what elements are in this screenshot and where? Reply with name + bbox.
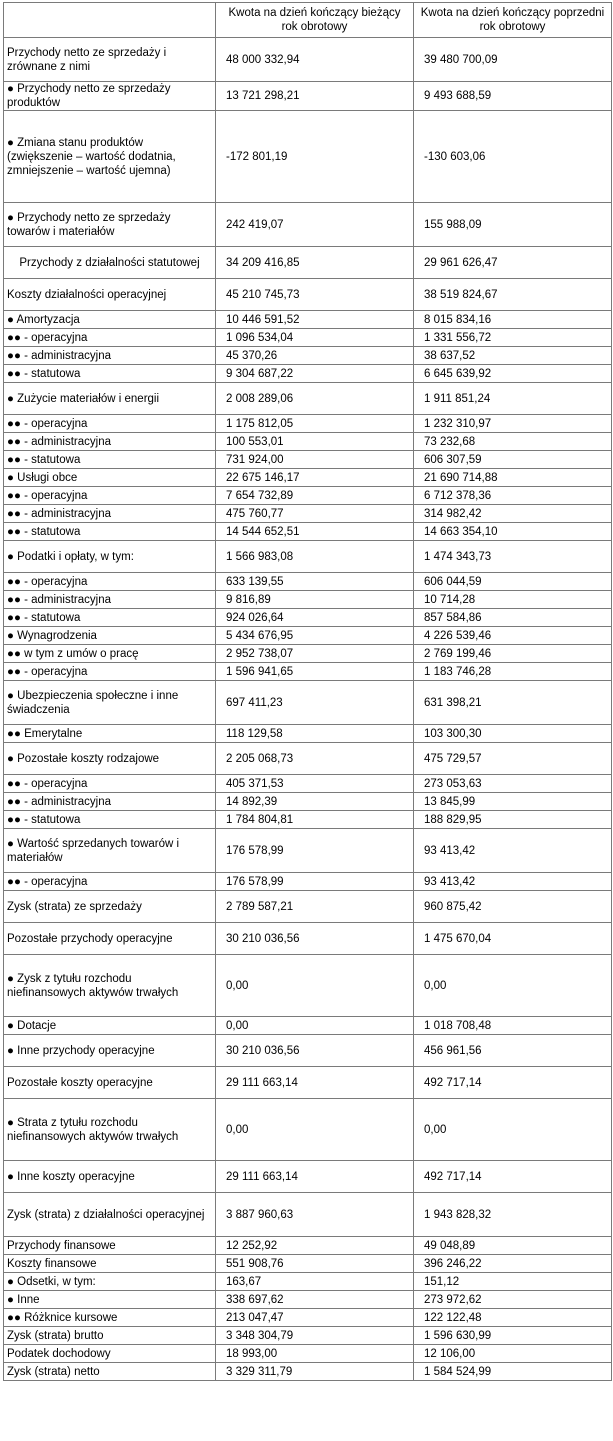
row-value-previous: 6 712 378,36 [414,487,612,505]
row-value-previous: 1 018 708,48 [414,1017,612,1035]
row-value-current: -172 801,19 [216,111,414,203]
row-value-previous: 1 474 343,73 [414,541,612,573]
table-row [4,627,612,645]
table-row [4,38,612,82]
row-value-previous: 38 637,52 [414,347,612,365]
row-label: ●● - statutowa [4,609,216,627]
table-row [4,775,612,793]
row-value-previous: 396 246,22 [414,1255,612,1273]
table-row [4,1237,612,1255]
row-value-current: 731 924,00 [216,451,414,469]
row-label: ●● - statutowa [4,451,216,469]
row-value-previous: 314 982,42 [414,505,612,523]
table-row [4,203,612,247]
row-label: ● Strata z tytułu rozchodu niefinansowych aktywów trwałych [4,1099,216,1161]
table-row [4,591,612,609]
row-label: ● Inne przychody operacyjne [4,1035,216,1067]
row-label: ● Przychody netto ze sprzedaży produktów [4,82,216,111]
row-value-previous: 73 232,68 [414,433,612,451]
row-label: ●● Różknice kursowe [4,1309,216,1327]
table-row [4,681,612,725]
row-label: Podatek dochodowy [4,1345,216,1363]
header-blank [4,3,216,38]
row-value-previous: 273 972,62 [414,1291,612,1309]
row-value-previous: 8 015 834,16 [414,311,612,329]
row-value-previous: 9 493 688,59 [414,82,612,111]
row-label: ● Inne koszty operacyjne [4,1161,216,1193]
row-value-previous: 21 690 714,88 [414,469,612,487]
table-body [4,38,612,1381]
row-value-current: 45 210 745,73 [216,279,414,311]
header-row [4,3,612,38]
table-row [4,873,612,891]
row-value-previous: 631 398,21 [414,681,612,725]
row-label: Zysk (strata) z działalności operacyjnej [4,1193,216,1237]
table-row [4,1345,612,1363]
table-row [4,1291,612,1309]
row-value-current: 14 892,39 [216,793,414,811]
row-value-current: 0,00 [216,1099,414,1161]
row-value-previous: 49 048,89 [414,1237,612,1255]
row-value-previous: 960 875,42 [414,891,612,923]
row-value-previous: 492 717,14 [414,1161,612,1193]
row-value-previous: 606 044,59 [414,573,612,591]
row-value-current: 2 952 738,07 [216,645,414,663]
row-label: ● Wynagrodzenia [4,627,216,645]
row-label: Pozostałe koszty operacyjne [4,1067,216,1099]
table-row [4,1255,612,1273]
row-value-current: 18 993,00 [216,1345,414,1363]
row-label: ●● - administracyjna [4,347,216,365]
row-label: ●● Emerytalne [4,725,216,743]
row-value-previous: 1 232 310,97 [414,415,612,433]
row-value-previous: 1 911 851,24 [414,383,612,415]
row-value-previous: 1 596 630,99 [414,1327,612,1345]
table-row [4,1099,612,1161]
table-row [4,955,612,1017]
row-label: ● Inne [4,1291,216,1309]
table-row [4,1017,612,1035]
row-label: Zysk (strata) ze sprzedaży [4,891,216,923]
row-value-previous: 14 663 354,10 [414,523,612,541]
row-value-previous: 1 183 746,28 [414,663,612,681]
row-label: Przychody netto ze sprzedaży i zrównane z nimi [4,38,216,82]
row-value-previous: 475 729,57 [414,743,612,775]
table-row [4,1193,612,1237]
row-value-previous: 103 300,30 [414,725,612,743]
table-row [4,1273,612,1291]
row-value-previous: 38 519 824,67 [414,279,612,311]
table-row [4,365,612,383]
row-value-current: 45 370,26 [216,347,414,365]
table-row [4,743,612,775]
row-value-previous: 4 226 539,46 [414,627,612,645]
row-value-previous: 1 584 524,99 [414,1363,612,1381]
row-value-current: 338 697,62 [216,1291,414,1309]
row-value-previous: 12 106,00 [414,1345,612,1363]
row-value-current: 3 348 304,79 [216,1327,414,1345]
row-value-previous: 39 480 700,09 [414,38,612,82]
table-row [4,1035,612,1067]
row-value-current: 5 434 676,95 [216,627,414,645]
row-value-current: 697 411,23 [216,681,414,725]
row-label: ● Pozostałe koszty rodzajowe [4,743,216,775]
row-value-current: 13 721 298,21 [216,82,414,111]
row-label: ●● - operacyjna [4,329,216,347]
row-label: ●● - administracyjna [4,505,216,523]
row-label: Pozostałe przychody operacyjne [4,923,216,955]
row-value-previous: 857 584,86 [414,609,612,627]
row-value-previous: 13 845,99 [414,793,612,811]
row-label: ●● - administracyjna [4,591,216,609]
row-value-previous: 1 475 670,04 [414,923,612,955]
row-value-previous: 456 961,56 [414,1035,612,1067]
table-row [4,247,612,279]
table-row [4,573,612,591]
row-value-previous: 93 413,42 [414,829,612,873]
row-label: Zysk (strata) brutto [4,1327,216,1345]
row-label: ● Zmiana stanu produktów (zwiększenie – wartość dodatnia, zmniejszenie – wartość ujemna) [4,111,216,203]
table-row [4,469,612,487]
table-row [4,383,612,415]
table-row [4,1363,612,1381]
row-value-current: 12 252,92 [216,1237,414,1255]
row-value-current: 9 816,89 [216,591,414,609]
table-row [4,82,612,111]
row-label: Przychody finansowe [4,1237,216,1255]
row-value-current: 2 205 068,73 [216,743,414,775]
row-value-previous: 122 122,48 [414,1309,612,1327]
table-row [4,1161,612,1193]
row-value-current: 100 553,01 [216,433,414,451]
row-label: ● Amortyzacja [4,311,216,329]
row-value-current: 10 446 591,52 [216,311,414,329]
row-label: ● Podatki i opłaty, w tym: [4,541,216,573]
row-value-current: 176 578,99 [216,829,414,873]
row-label: ●● - administracyjna [4,793,216,811]
row-value-current: 34 209 416,85 [216,247,414,279]
row-label: ●● - operacyjna [4,663,216,681]
row-label: ● Usługi obce [4,469,216,487]
table-row [4,347,612,365]
row-label: ●● w tym z umów o pracę [4,645,216,663]
row-value-current: 475 760,77 [216,505,414,523]
row-value-previous: 6 645 639,92 [414,365,612,383]
row-value-current: 29 111 663,14 [216,1161,414,1193]
financial-statement-table [3,2,612,1381]
row-label: ●● - operacyjna [4,573,216,591]
row-value-current: 118 129,58 [216,725,414,743]
table-row [4,505,612,523]
row-value-current: 242 419,07 [216,203,414,247]
row-label: ●● - operacyjna [4,415,216,433]
header-previous-year: Kwota na dzień kończący poprzedni rok obrotowy [414,3,612,38]
table-row [4,541,612,573]
row-label: ● Wartość sprzedanych towarów i materiałów [4,829,216,873]
table-row [4,811,612,829]
row-label: ●● - administracyjna [4,433,216,451]
row-value-current: 176 578,99 [216,873,414,891]
row-value-current: 2 008 289,06 [216,383,414,415]
table-row [4,451,612,469]
table-row [4,663,612,681]
row-label: ● Ubezpieczenia społeczne i inne świadczenia [4,681,216,725]
row-value-current: 1 784 804,81 [216,811,414,829]
row-label: Zysk (strata) netto [4,1363,216,1381]
row-value-current: 0,00 [216,955,414,1017]
row-value-current: 551 908,76 [216,1255,414,1273]
table-row [4,1309,612,1327]
row-label: ●● - operacyjna [4,487,216,505]
row-label: ● Zysk z tytułu rozchodu niefinansowych aktywów trwałych [4,955,216,1017]
table-row [4,279,612,311]
row-value-previous: 0,00 [414,955,612,1017]
row-value-previous: 93 413,42 [414,873,612,891]
table-row [4,329,612,347]
header-current-year: Kwota na dzień kończący bieżący rok obrotowy [216,3,414,38]
row-value-previous: 1 331 556,72 [414,329,612,347]
row-label: ● Odsetki, w tym: [4,1273,216,1291]
table-row [4,111,612,203]
row-value-previous: 151,12 [414,1273,612,1291]
table-row [4,923,612,955]
row-value-current: 9 304 687,22 [216,365,414,383]
row-value-current: 2 789 587,21 [216,891,414,923]
table-row [4,1327,612,1345]
row-value-current: 163,67 [216,1273,414,1291]
row-value-current: 924 026,64 [216,609,414,627]
row-value-previous: 492 717,14 [414,1067,612,1099]
row-label: ●● - statutowa [4,365,216,383]
table-row [4,725,612,743]
row-value-current: 30 210 036,56 [216,923,414,955]
row-value-current: 405 371,53 [216,775,414,793]
row-label: ●● - statutowa [4,523,216,541]
row-label: ●● - operacyjna [4,775,216,793]
row-label: Koszty finansowe [4,1255,216,1273]
row-value-previous: 29 961 626,47 [414,247,612,279]
row-label: Przychody z działalności statutowej [4,247,216,279]
table-row [4,793,612,811]
table-row [4,609,612,627]
table-row [4,891,612,923]
row-label: ● Zużycie materiałów i energii [4,383,216,415]
row-value-current: 3 329 311,79 [216,1363,414,1381]
row-value-current: 1 175 812,05 [216,415,414,433]
row-value-current: 22 675 146,17 [216,469,414,487]
table-row [4,523,612,541]
table-row [4,487,612,505]
table-row [4,433,612,451]
row-label: ●● - statutowa [4,811,216,829]
table-row [4,645,612,663]
row-value-current: 633 139,55 [216,573,414,591]
row-value-previous: 188 829,95 [414,811,612,829]
row-value-current: 0,00 [216,1017,414,1035]
table-row [4,311,612,329]
row-label: ● Dotacje [4,1017,216,1035]
row-value-current: 29 111 663,14 [216,1067,414,1099]
row-value-previous: 606 307,59 [414,451,612,469]
row-value-previous: 273 053,63 [414,775,612,793]
row-value-current: 30 210 036,56 [216,1035,414,1067]
row-value-current: 48 000 332,94 [216,38,414,82]
row-label: ● Przychody netto ze sprzedaży towarów i materiałów [4,203,216,247]
row-value-current: 7 654 732,89 [216,487,414,505]
row-value-current: 1 096 534,04 [216,329,414,347]
row-value-previous: -130 603,06 [414,111,612,203]
table-row [4,415,612,433]
row-value-previous: 0,00 [414,1099,612,1161]
row-value-current: 14 544 652,51 [216,523,414,541]
row-value-previous: 2 769 199,46 [414,645,612,663]
table-row [4,829,612,873]
row-value-previous: 1 943 828,32 [414,1193,612,1237]
row-value-current: 1 596 941,65 [216,663,414,681]
table-row [4,1067,612,1099]
row-value-current: 3 887 960,63 [216,1193,414,1237]
row-value-previous: 155 988,09 [414,203,612,247]
row-label: ●● - operacyjna [4,873,216,891]
row-value-previous: 10 714,28 [414,591,612,609]
row-value-current: 1 566 983,08 [216,541,414,573]
row-label: Koszty działalności operacyjnej [4,279,216,311]
row-value-current: 213 047,47 [216,1309,414,1327]
